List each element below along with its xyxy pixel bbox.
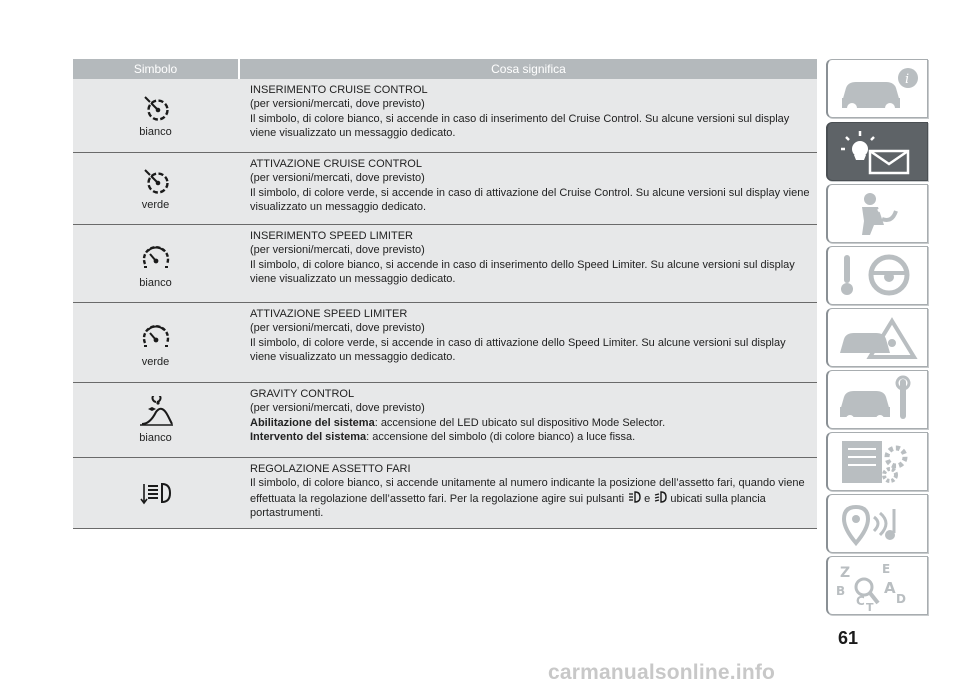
car-info-icon: [834, 64, 924, 114]
headlight-down-button-icon: [653, 491, 667, 503]
row-body: Il simbolo, di colore verde, si accende in caso di attivazione dello Speed Limiter. Su alcune versioni sul display viene visualizzato un messaggio dedicato.: [250, 336, 786, 364]
emergency-icon: [834, 313, 924, 363]
page-number: 61: [838, 628, 859, 648]
row-title: ATTIVAZIONE CRUISE CONTROL: [250, 158, 422, 170]
multimedia-icon: [834, 499, 924, 549]
tab-maintenance[interactable]: [826, 370, 928, 429]
index-letter: T: [866, 601, 874, 611]
warning-light-message-icon: [834, 127, 924, 177]
tab-safety[interactable]: [826, 184, 928, 243]
row-title: INSERIMENTO CRUISE CONTROL: [250, 84, 428, 96]
row-title: REGOLAZIONE ASSETTO FARI: [250, 463, 411, 475]
index-letter: A: [884, 579, 896, 597]
system-enable-label: Abilitazione del sistema: [250, 416, 375, 429]
table-header: [73, 59, 817, 79]
maintenance-icon: [834, 375, 924, 425]
watermark: carmanualsonline.info: [548, 661, 776, 684]
headlight-up-button-icon: [627, 491, 641, 503]
table-row: [73, 303, 817, 383]
index-letter: B: [836, 584, 846, 598]
color-label: bianco: [139, 276, 172, 289]
table-row: [73, 153, 817, 225]
row-subtitle: (per versioni/mercati, dove previsto): [250, 98, 425, 111]
tab-technical-data[interactable]: [826, 432, 928, 491]
index-letter: E: [882, 562, 891, 576]
row-body: Il simbolo, di colore verde, si accende in caso di attivazione del Cruise Control. Su alcune versioni sul display viene visualizzato un messaggio dedicato.: [250, 186, 810, 214]
row-body: Il simbolo, di colore bianco, si accende in caso di inserimento dello Speed Limiter. Su alcune versioni sul display viene visualizzato un messaggio dedicato.: [250, 258, 795, 286]
tab-starting-driving[interactable]: [826, 246, 928, 305]
safety-airbag-icon: [834, 189, 924, 239]
row-subtitle: (per versioni/mercati, dove previsto): [250, 244, 425, 257]
gravity-control-icon: [136, 396, 176, 430]
cruise-control-icon: [136, 94, 176, 124]
color-label: verde: [141, 198, 170, 211]
color-label: verde: [141, 355, 170, 368]
color-label: bianco: [139, 432, 172, 444]
table-row: bianco GRAVITY CONTROL (per versioni/mercati, dove previsto) Abilitazione del sistema: accensione del LED ubicato sul dispositivo Mode Selector. Intervento del sistema: accensione del simbolo (di colore bianco) a luce fissa.: [73, 383, 817, 458]
system-intervention-label: Intervento del sistema: [250, 431, 367, 444]
index-letter: Z: [840, 565, 851, 581]
tab-index[interactable]: [826, 556, 928, 615]
color-label: bianco: [139, 125, 172, 138]
key-steering-icon: [834, 251, 924, 301]
row-subtitle: (per versioni/mercati, dove previsto): [250, 322, 425, 335]
speed-limiter-icon: [136, 239, 176, 275]
tab-car-info[interactable]: [826, 59, 928, 118]
cruise-control-icon: [136, 167, 176, 197]
row-subtitle: (per versioni/mercati, dove previsto): [250, 402, 425, 415]
tab-emergency[interactable]: [826, 308, 928, 367]
row-title: INSERIMENTO SPEED LIMITER: [250, 230, 413, 242]
index-letter: D: [896, 592, 906, 606]
table-row: REGOLAZIONE ASSETTO FARI Il simbolo, di colore bianco, si accende unitamente al numero indicante la posizione dell’assetto fari, quando viene effettuata la regolazione dell’assetto fari. Per la regolazione agire sui pulsanti e ubicati sulla plancia portastrumenti.: [73, 458, 817, 529]
table-row: [73, 79, 817, 153]
index-icon: [834, 561, 924, 611]
header-symbol: Simbolo: [133, 62, 178, 76]
index-letter: C: [856, 594, 865, 608]
svg-text:i: i: [905, 72, 910, 87]
row-body: Il simbolo, di colore bianco, si accende in caso di inserimento del Cruise Control. Su alcune versioni sul display viene visualizzato un messaggio dedicato.: [250, 112, 790, 140]
tab-multimedia[interactable]: [826, 494, 928, 553]
row-title: GRAVITY CONTROL: [250, 388, 355, 400]
symbols-table: [73, 59, 817, 529]
tab-warning-lights[interactable]: [826, 122, 928, 181]
technical-data-icon: [834, 437, 924, 487]
row-subtitle: (per versioni/mercati, dove previsto): [250, 172, 425, 185]
headlight-leveling-icon: [136, 476, 176, 510]
speed-limiter-icon: [136, 318, 176, 354]
table-row: [73, 225, 817, 303]
row-body: Il simbolo, di colore bianco, si accende unitamente al numero indicante la posizione dell’assetto fari, quando viene effettuata la regolazione dell’assetto fari. Per la regolazione agire sui pulsanti: [250, 477, 805, 505]
row-title: ATTIVAZIONE SPEED LIMITER: [250, 308, 408, 320]
header-meaning: Cosa significa: [238, 59, 817, 79]
